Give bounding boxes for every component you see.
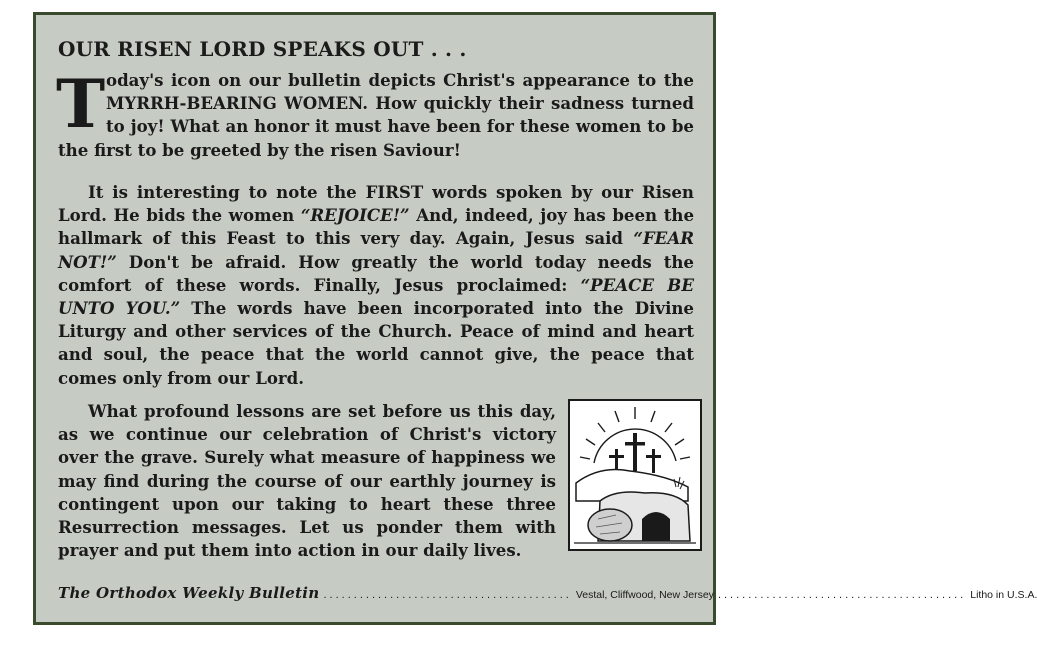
page-title: OUR RISEN LORD SPEAKS OUT . . . [58, 37, 467, 61]
p2-text-a: It is interesting to note the FIRST words spoken by our Risen Lord. He bids the women [58, 182, 694, 226]
p3-text: What profound lessons are set before us this day, as we continue our celebration of Christ's victory over the grave. Surely what measure of happiness we may find during the course of our earthly journey is contingent upon our taking to heart these three Resurrection messages. Let us ponder them with prayer and put them into action in our daily lives. [58, 401, 556, 561]
paragraph-lessons [58, 400, 556, 562]
paragraph-first-words [58, 181, 694, 390]
quote-rejoice: “REJOICE!” [300, 205, 410, 226]
bulletin-panel [33, 12, 1037, 625]
publication-name: The Orthodox Weekly Bulletin [58, 584, 320, 602]
drop-cap: T [56, 65, 106, 143]
paragraph-intro-text: oday's icon on our bulletin depicts Christ's appearance to the MYRRH-BEARING WOMEN. How quickly their sadness turned to joy! What an honor it must have been for these women to be the first to be greeted by the risen Saviour! [58, 70, 694, 160]
publisher-location: Vestal, Cliffwood, New Jersey [575, 589, 714, 601]
quote-fear-not: “FEAR NOT!” [58, 228, 694, 272]
empty-tomb-three-crosses-icon [568, 399, 702, 551]
p2-text-g: The words have been incorporated into the Divine Liturgy and other services of the Church. Peace of mind and heart and soul, the peace that the world cannot give, the peace that comes only from our Lord. [58, 298, 694, 388]
p2-text-c: And, indeed, joy has been the hallmark of this Feast to this very day. Again, Jesus said [58, 205, 695, 249]
bulletin-footer: The Orthodox Weekly Bulletin ......................................... Vestal, Cliffwood, New Jersey ......................................... Litho in U.S.A. [58, 584, 1037, 602]
quote-peace: “PEACE BE UNTO YOU.” [58, 274, 694, 319]
p2-text-e: Don't be afraid. How greatly the world today needs the comfort of these words. Finally, Jesus proclaimed: [58, 251, 694, 295]
printing-note: Litho in U.S.A. [970, 589, 1037, 601]
paragraph-intro [56, 65, 694, 189]
